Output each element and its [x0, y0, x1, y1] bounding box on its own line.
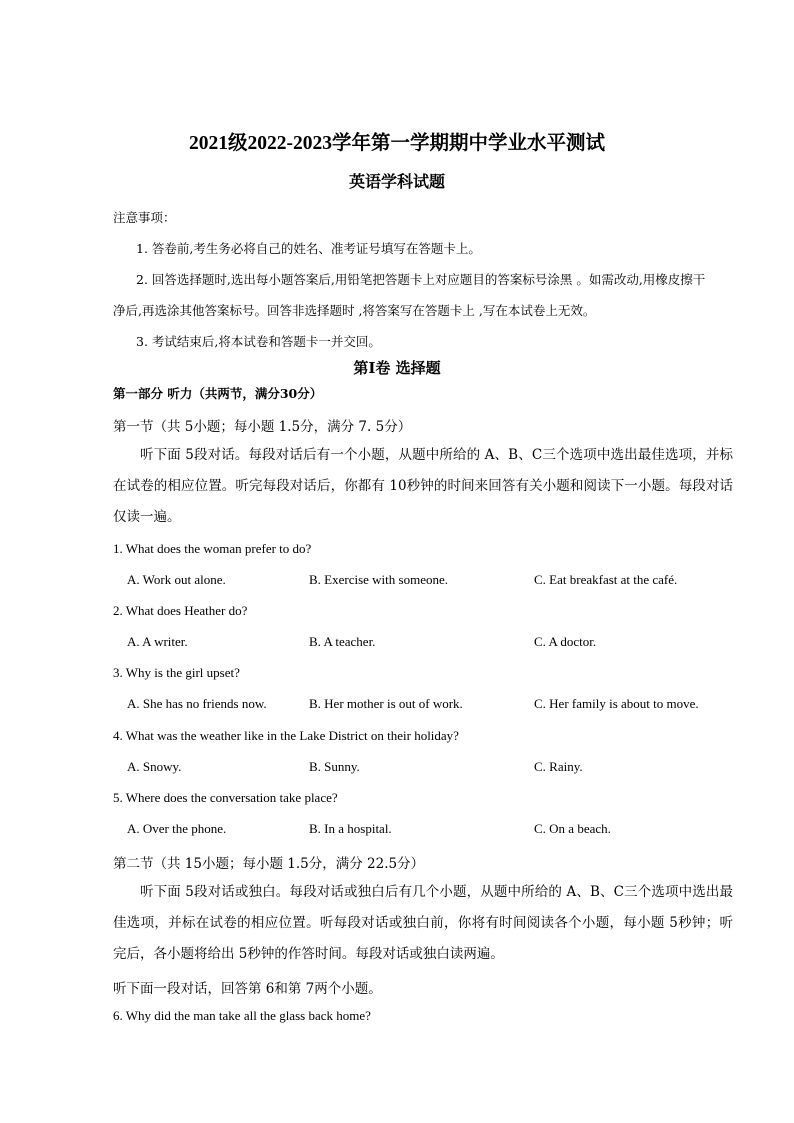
question-2-option-b: B. A teacher. [309, 634, 376, 649]
question-1-option-c: C. Eat breakfast at the café. [534, 572, 678, 587]
question-4-stem: 4. What was the weather like in the Lake District on their holiday? [113, 728, 459, 743]
question-1-option-b: B. Exercise with someone. [309, 572, 448, 587]
question-5-option-b: B. In a hospital. [309, 821, 392, 836]
section1-instructions: 听下面 5段对话。每段对话后有一个小题，从题中所给的 A、B、C三个选项中选出最佳选项，并标在试卷的相应位置。听完每段对话后，你都有 10秒钟的时间来回答有关小题和阅读下一小题。每段对话仅读一遍。 [113, 447, 733, 525]
section1-heading: 第一节（共 5小题；每小题 1.5分，满分 7. 5分） [113, 419, 412, 435]
question-2-stem: 2. What does Heather do? [113, 603, 248, 618]
question-5-option-c: C. On a beach. [534, 821, 611, 836]
note-item-3: 3. 考试结束后,将本试卷和答题卡一并交回。 [136, 334, 381, 349]
volume-title: 第Ⅰ卷 选择题 [353, 359, 441, 377]
question-6-stem: 6. Why did the man take all the glass back home? [113, 1008, 371, 1023]
note-item-1: 1. 答卷前,考生务必将自己的姓名、准考证号填写在答题卡上。 [136, 241, 481, 256]
question-2-option-a: A. A writer. [127, 634, 188, 649]
question-4-option-b: B. Sunny. [309, 759, 360, 774]
note-item-2-line-2: 净后,再选涂其他答案标号。回答非选择题时 ,将答案写在答题卡上 ,写在本试卷上无效。 [113, 303, 596, 318]
notes-heading: 注意事项： [113, 210, 176, 225]
exam-subtitle: 英语学科试题 [348, 172, 445, 191]
question-5-stem: 5. Where does the conversation take place? [113, 790, 338, 805]
exam-title: 2021级2022-2023学年第一学期期中学业水平测试 [189, 133, 605, 154]
question-3-stem: 3. Why is the girl upset? [113, 665, 240, 680]
question-1-stem: 1. What does the woman prefer to do? [113, 541, 312, 556]
question-2-option-c: C. A doctor. [534, 634, 597, 649]
question-4-option-a: A. Snowy. [127, 759, 182, 774]
note-item-2-line-1: 2. 回答选择题时,选出每小题答案后,用铅笔把答题卡上对应题目的答案标号涂黑 。如需改动,用橡皮擦干 [136, 272, 706, 287]
part1-heading: 第一部分 听力（共两节，满分30分） [113, 386, 323, 401]
section2-lead: 听下面一段对话，回答第 6和第 7两个小题。 [113, 981, 382, 997]
question-4-option-c: C. Rainy. [534, 759, 583, 774]
question-3-option-b: B. Her mother is out of work. [309, 696, 463, 711]
section2-instructions: 听下面 5段对话或独白。每段对话或独白后有几个小题，从题中所给的 A、B、C三个选项中选出最佳选项，并标在试卷的相应位置。听每段对话或独白前，你将有时间阅读各个小题，每小题 5秒钟；听完后，各小题将给出 5秒钟的作答时间。每段对话或独白读两遍。 [113, 884, 733, 962]
section2-heading: 第二节（共 15小题；每小题 1.5分，满分 22.5分） [113, 856, 425, 872]
question-5-option-a: A. Over the phone. [127, 821, 227, 836]
question-3-option-c: C. Her family is about to move. [534, 696, 699, 711]
question-1-option-a: A. Work out alone. [127, 572, 226, 587]
question-3-option-a: A. She has no friends now. [127, 696, 267, 711]
